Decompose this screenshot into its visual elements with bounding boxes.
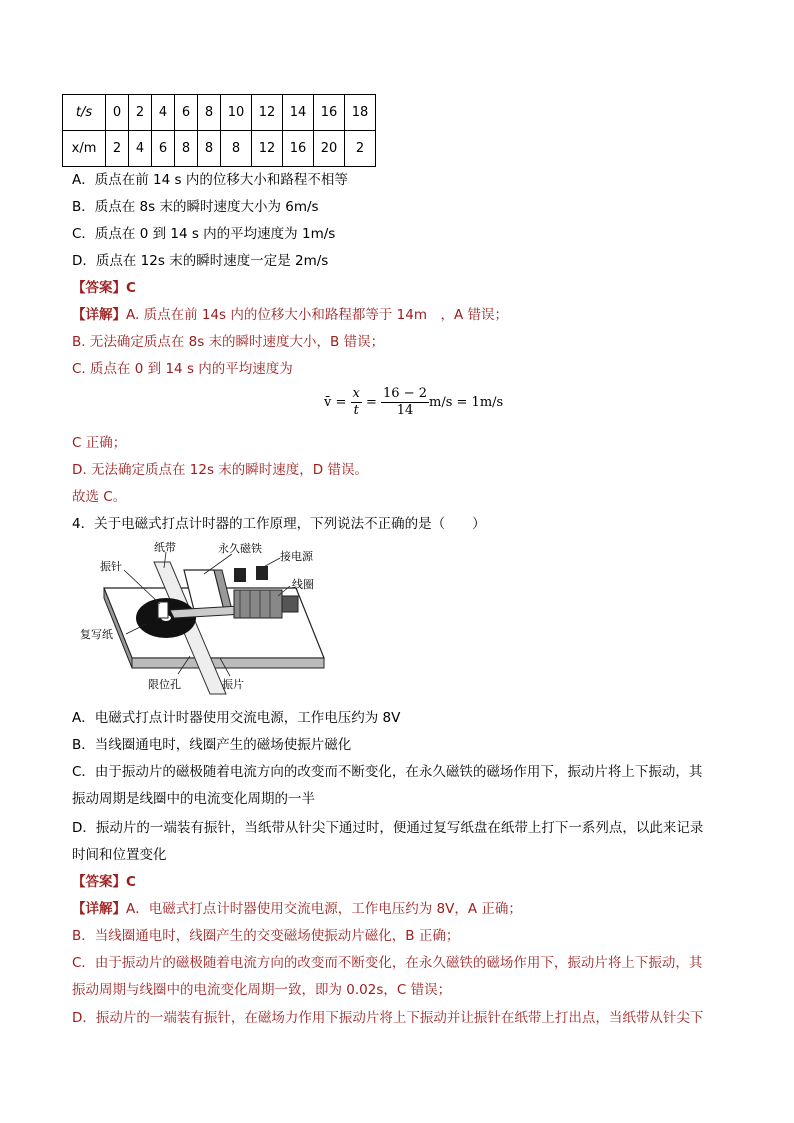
leader-line <box>258 558 280 570</box>
average-velocity-formula <box>324 386 503 419</box>
table-cell: 8 <box>175 131 198 167</box>
formula-equals: = <box>361 395 382 410</box>
table-cell: 4 <box>152 95 175 131</box>
detail-text: A. 质点在前 14s 内的位移大小和路程都等于 14m ，A 错误； <box>126 307 509 323</box>
q4-option-d-line1: D．振动片的一端装有振针，当纸带从针尖下通过时，便通过复写纸盘在纸带上打下一系列点，以此来记录 <box>72 820 704 836</box>
table-row-x <box>63 131 376 167</box>
q4-option-b: B．当线圈通电时，线圈产生的磁场使振片磁化 <box>72 737 352 753</box>
label-limit-hole: 限位孔 <box>148 678 181 691</box>
table-cell: 18 <box>345 95 376 131</box>
timer-figure <box>74 540 334 698</box>
table-cell: 2 <box>106 131 129 167</box>
table-cell: 2 <box>345 131 376 167</box>
table-cell: 8 <box>198 131 221 167</box>
table-cell: 20 <box>314 131 345 167</box>
q3-option-b: B．质点在 8s 末的瞬时速度大小为 6m/s <box>72 199 319 215</box>
q4-option-a: A．电磁式打点计时器使用交流电源，工作电压约为 8V <box>72 710 401 726</box>
table-cell: 14 <box>283 95 314 131</box>
table-cell: 12 <box>252 131 283 167</box>
coil-end <box>282 596 298 612</box>
needle <box>158 602 168 618</box>
table-cell: 16 <box>314 95 345 131</box>
table-cell: 8 <box>198 95 221 131</box>
answer-label: 【答案】 <box>72 280 126 296</box>
q3-option-c: C．质点在 0 到 14 s 内的平均速度为 1m/s <box>72 226 336 242</box>
table-header-x: x/m <box>63 131 106 167</box>
q4-option-d-line2: 时间和位置变化 <box>72 847 167 863</box>
fraction-denominator: t <box>353 403 359 418</box>
table-header-t: t/s <box>63 95 106 131</box>
q4-option-c-line1: C．由于振动片的磁极随着电流方向的改变而不断变化，在永久磁铁的磁场作用下，振动片将上下振动，其 <box>72 764 703 780</box>
q3-conclusion: 故选 C。 <box>72 489 127 505</box>
table-cell: 6 <box>152 131 175 167</box>
table-cell: 6 <box>175 95 198 131</box>
label-paper-tape: 纸带 <box>154 541 176 554</box>
fraction-x-over-t <box>351 386 362 419</box>
q4-detail-c-line1: C．由于振动片的磁极随着电流方向的改变而不断变化，在永久磁铁的磁场作用下，振动片将上下振动，其 <box>72 955 703 971</box>
label-needle: 振针 <box>100 560 122 573</box>
formula-lhs: v̄ = <box>324 395 351 410</box>
fraction-numerator: x <box>352 386 360 401</box>
table-cell: 16 <box>283 131 314 167</box>
q3-detail-c: C. 质点在 0 到 14 s 内的平均速度为 <box>72 361 293 377</box>
table-cell: 0 <box>106 95 129 131</box>
answer-label: 【答案】 <box>72 874 126 890</box>
q4-detail-c-line2: 振动周期与线圈中的电流变化周期一致，即为 0.02s，C 错误； <box>72 982 452 998</box>
fraction-numerator: 16 − 2 <box>383 386 428 401</box>
answer-value: C <box>126 280 136 296</box>
label-vibrating-strip: 振片 <box>222 678 244 691</box>
formula-rhs: m/s = 1m/s <box>429 395 504 410</box>
q3-detail-d: D. 无法确定质点在 12s 末的瞬时速度，D 错误。 <box>72 462 368 478</box>
q3-option-a: A．质点在前 14 s 内的位移大小和路程不相等 <box>72 172 348 188</box>
label-power: 接电源 <box>280 550 313 563</box>
time-position-table <box>62 94 376 167</box>
answer-value: C <box>126 874 136 890</box>
q4-detail-d-line1: D．振动片的一端装有振针，在磁场力作用下振动片将上下振动并让振针在纸带上打出点，当纸带从针尖下 <box>72 1010 704 1026</box>
detail-label: 【详解】 <box>72 307 126 323</box>
q4-stem: 4．关于电磁式打点计时器的工作原理，下列说法不正确的是（ ） <box>72 516 486 532</box>
base-edge <box>132 658 324 668</box>
table-row-t <box>63 95 376 131</box>
detail-label: 【详解】 <box>72 901 126 917</box>
detail-text: A．电磁式打点计时器使用交流电源，工作电压约为 8V，A 正确； <box>126 901 522 917</box>
q3-detail-a <box>72 305 508 325</box>
label-permanent-magnet: 永久磁铁 <box>218 542 262 555</box>
label-carbon-paper: 复写纸 <box>80 628 113 641</box>
fraction-values <box>381 386 429 419</box>
q3-detail-b: B. 无法确定质点在 8s 末的瞬时速度大小，B 错误； <box>72 334 385 350</box>
table-cell: 10 <box>221 95 252 131</box>
q4-detail-a <box>72 899 522 919</box>
table-cell: 8 <box>221 131 252 167</box>
table-cell: 2 <box>129 95 152 131</box>
label-coil: 线圈 <box>292 578 314 591</box>
coil <box>234 590 282 618</box>
q4-answer <box>72 872 136 892</box>
q3-answer <box>72 278 136 298</box>
fraction-denominator: 14 <box>396 403 414 418</box>
q4-detail-b: B．当线圈通电时，线圈产生的交变磁场使振动片磁化，B 正确； <box>72 928 460 944</box>
table-cell: 12 <box>252 95 283 131</box>
q4-option-c-line2: 振动周期是线圈中的电流变化周期的一半 <box>72 791 315 807</box>
table-cell: 4 <box>129 131 152 167</box>
q3-c-correct: C 正确； <box>72 435 127 451</box>
terminal-left <box>234 568 246 582</box>
q3-option-d: D．质点在 12s 末的瞬时速度一定是 2m/s <box>72 253 329 269</box>
